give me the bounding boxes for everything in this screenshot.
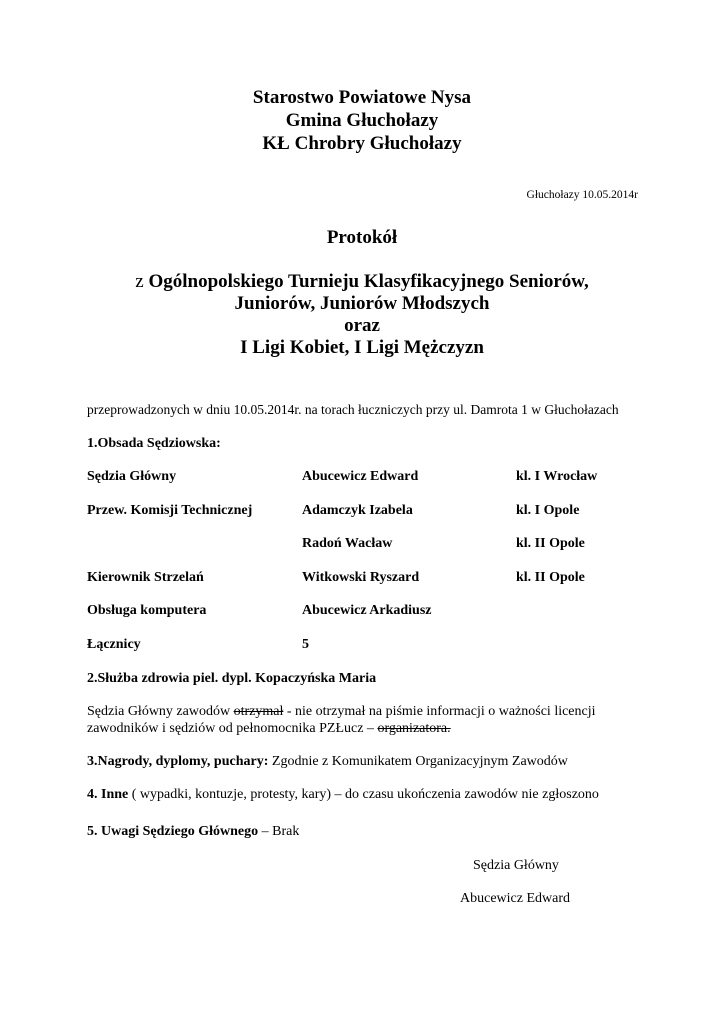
header-line-2: Gmina Głuchołazy [285, 110, 439, 131]
subtitle-line-1 [0, 271, 724, 293]
subtitle-line-2: Juniorów, Juniorów Młodszych [234, 293, 490, 314]
section3-heading: 3.Nagrody, dyplomy, puchary: [87, 754, 269, 769]
struck-text: otrzymał [233, 704, 284, 719]
row-name: Abucewicz Edward [302, 469, 419, 484]
section5-text: – Brak [258, 824, 300, 839]
section4 [87, 786, 599, 803]
section4-heading: 4. Inne [87, 787, 129, 802]
section2-paragraph-line-1 [87, 703, 596, 720]
subtitle-line-1-text: Ogólnopolskiego Turnieju Klasyfikacyjnego Seniorów, [148, 271, 589, 292]
section2-paragraph-line-2 [87, 720, 451, 737]
row-name: Witkowski Ryszard [302, 570, 420, 585]
struck-text: organizatora. [377, 721, 451, 736]
header-line-1: Starostwo Powiatowe Nysa [252, 87, 472, 108]
section5-heading: 5. Uwagi Sędziego Głównego [87, 824, 259, 839]
section3-text: Zgodnie z Komunikatem Organizacyjnym Zawodów [268, 754, 568, 769]
paragraph-text: - nie otrzymał na piśmie informacji o ważności licencji [283, 704, 596, 719]
subtitle-prefix: z [135, 271, 149, 292]
row-role: Przew. Komisji Technicznej [87, 503, 253, 518]
row-class: kl. II Opole [516, 536, 585, 551]
row-class: kl. I Opole [516, 503, 580, 518]
row-role: Łącznicy [87, 637, 141, 652]
header-line-3: KŁ Chrobry Głuchołazy [262, 133, 462, 154]
intro-text: przeprowadzonych w dniu 10.05.2014r. na torach łuczniczych przy ul. Damrota 1 w Głuchołazach [87, 402, 619, 417]
signature-title: Sędzia Główny [473, 858, 559, 873]
section5 [87, 823, 299, 840]
document-title: Protokół [326, 227, 398, 248]
row-role: Kierownik Strzelań [87, 570, 204, 585]
subtitle-line-3: oraz [344, 315, 380, 336]
section4-text: ( wypadki, kontuzje, protesty, kary) – do czasu ukończenia zawodów nie zgłoszono [128, 787, 599, 802]
row-name: Abucewicz Arkadiusz [302, 603, 432, 618]
row-role: Obsługa komputera [87, 603, 207, 618]
section3 [87, 753, 568, 770]
row-name: Adamczyk Izabela [302, 503, 413, 518]
section2-heading: 2.Służba zdrowia piel. dypl. Kopaczyńska Maria [87, 671, 377, 686]
subtitle-line-4: I Ligi Kobiet, I Ligi Mężczyzn [240, 337, 484, 358]
row-name: Radoń Wacław [302, 536, 393, 551]
paragraph-text: zawodników i sędziów od pełnomocnika PZŁucz – [87, 721, 378, 736]
signature-name: Abucewicz Edward [460, 891, 571, 906]
row-role: Sędzia Główny [87, 469, 177, 484]
section1-heading: 1.Obsada Sędziowska: [87, 436, 221, 451]
row-class: kl. I Wrocław [516, 469, 598, 484]
row-name: 5 [302, 637, 309, 652]
paragraph-text: Sędzia Główny zawodów [87, 704, 234, 719]
document-date: Głuchołazy 10.05.2014r [526, 189, 638, 201]
row-class: kl. II Opole [516, 570, 585, 585]
